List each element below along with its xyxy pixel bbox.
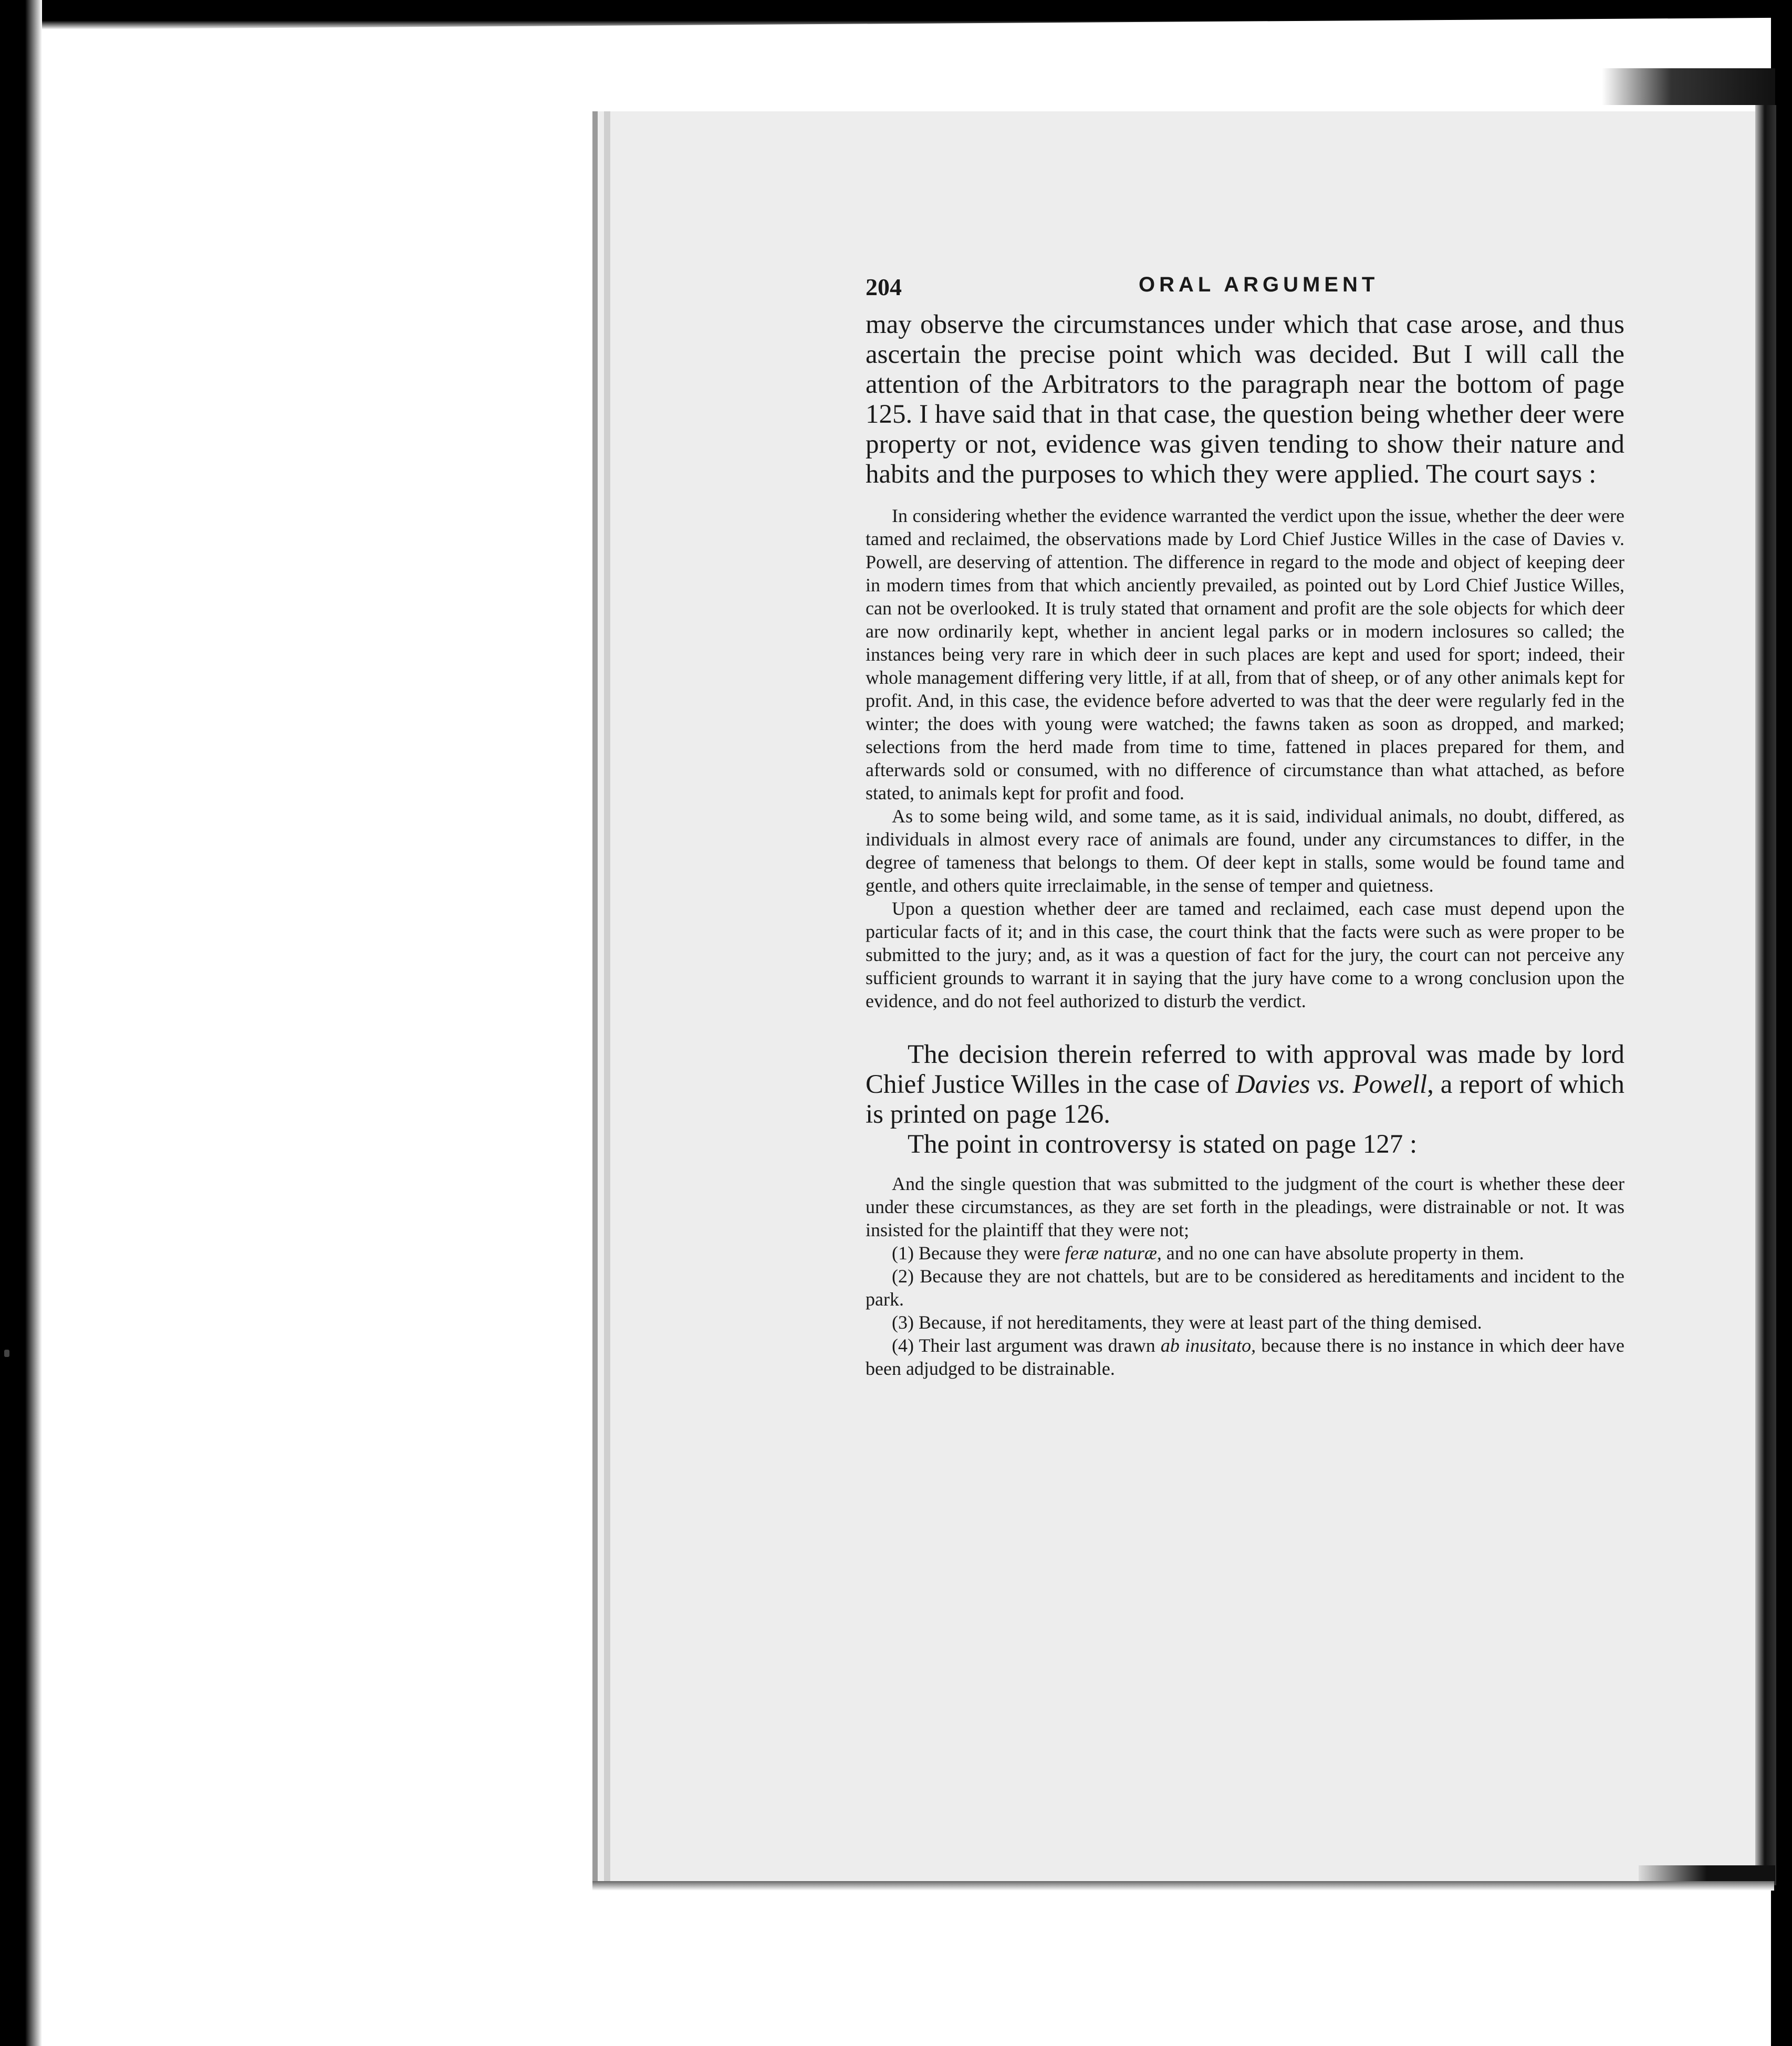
quote-text: and no one can have absolute property in them. bbox=[1161, 1243, 1524, 1264]
quote-paragraph: In considering whether the evidence warranted the verdict upon the issue, whether the deer were tamed and reclaimed, the observations made by Lord Chief Justice Willes in the case of Davies v. Powell, are deserving of attention. The difference in regard to the mode and object of keeping deer in modern times from that which anciently prevailed, as pointed out by Lord Chief Justice Willes, can not be overlooked. It is truly stated that ornament and profit are the sole objects for which deer are now ordinarily kept, whether in ancient legal parks or in modern inclosures so called; the instances being very rare in which deer in such places are kept and used for sport; indeed, their whole management differing very little, if at all, from that of sheep, or of any other animals kept for profit. And, in this case, the evidence before adverted to was that the deer were regularly fed in the winter; the does with young were watched; the fawns taken as soon as dropped, and marked; selections from the herd made from time to time, fattened in places prepared for them, and afterwards sold or consumed, with no difference of circumstance than what attached, as before stated, to animals kept for profit and food. bbox=[866, 505, 1624, 803]
quote-paragraph: (2) Because they are not chattels, but are to be considered as hereditaments and incident to the park. bbox=[866, 1266, 1624, 1310]
quote-text: (1) Because they were bbox=[892, 1243, 1065, 1264]
latin-term: ab inusitato, bbox=[1160, 1335, 1256, 1356]
quote-paragraph bbox=[866, 1241, 1624, 1265]
body-paragraph-2 bbox=[866, 1040, 1624, 1130]
body-paragraph-3: The point in controversy is stated on page 127 : bbox=[908, 1130, 1418, 1159]
text-column bbox=[866, 273, 1624, 1380]
quotation-1 bbox=[866, 504, 1624, 1012]
quote-paragraph: And the single question that was submitted to the judgment of the court is whether these deer under these circumstances, as they are set forth in the pleadings, were distrainable or not. It was insisted for the plaintiff that they were not; bbox=[866, 1173, 1624, 1240]
scan-border-left bbox=[0, 0, 42, 2046]
page-corner-shadow bbox=[1602, 68, 1775, 105]
quote-text: (4) Their last argument was drawn bbox=[892, 1335, 1161, 1356]
dust-speck bbox=[4, 1350, 9, 1357]
quote-paragraph: As to some being wild, and some tame, as it is said, individual animals, no doubt, differed, as individuals in almost every race of animals are found, under any circumstances to differ, in the degree of tameness that belongs to them. Of deer kept in stalls, some would be found tame and gentle, and others quite irreclaimable, in the sense of temper and quietness. bbox=[866, 806, 1624, 896]
quote-paragraph: Upon a question whether deer are tamed and reclaimed, each case must depend upon the particular facts of it; and in this case, the court think that the facts were such as were proper to be submitted to the jury; and, as it was a question of fact for the jury, the court can not perceive any sufficient grounds to warrant it in saying that the jury have come to a wrong conclusion upon the evidence, and do not feel authorized to disturb the verdict. bbox=[866, 898, 1624, 1011]
running-head: ORAL ARGUMENT bbox=[1139, 273, 1379, 296]
quote-paragraph: (3) Because, if not hereditaments, they were at least part of the thing demised. bbox=[892, 1312, 1482, 1333]
page-bottom-shadow bbox=[592, 1881, 1774, 1891]
latin-term: feræ naturæ, bbox=[1065, 1243, 1162, 1264]
body-text: , a report of which is printed on page 126. bbox=[866, 1070, 1625, 1129]
page-header bbox=[866, 273, 1624, 310]
page-number: 204 bbox=[866, 274, 902, 300]
quote-paragraph bbox=[866, 1334, 1624, 1380]
body-text: The decision therein referred to with approval was made by lord Chief Justice Willes in the case of bbox=[866, 1040, 1624, 1099]
body-paragraph-1: may observe the circumstances under which that case arose, and thus ascertain the precise point which was decided. But I will call the attention of the Arbitrators to the paragraph near the bottom of page 125. I have said that in that case, the question being whether deer were property or not, evidence was given tending to show their nature and habits and the purposes to which they were applied. The court says : bbox=[866, 310, 1624, 489]
quote-text: because there is no instance in which deer have been adjudged to be distrainable. bbox=[866, 1335, 1624, 1379]
page-right-edge bbox=[1755, 105, 1776, 1885]
page-bottom-corner bbox=[1639, 1865, 1775, 1881]
quotation-2 bbox=[866, 1172, 1624, 1380]
page-binding-edge bbox=[604, 111, 610, 1881]
case-name: Davies vs. Powell bbox=[1235, 1070, 1428, 1099]
